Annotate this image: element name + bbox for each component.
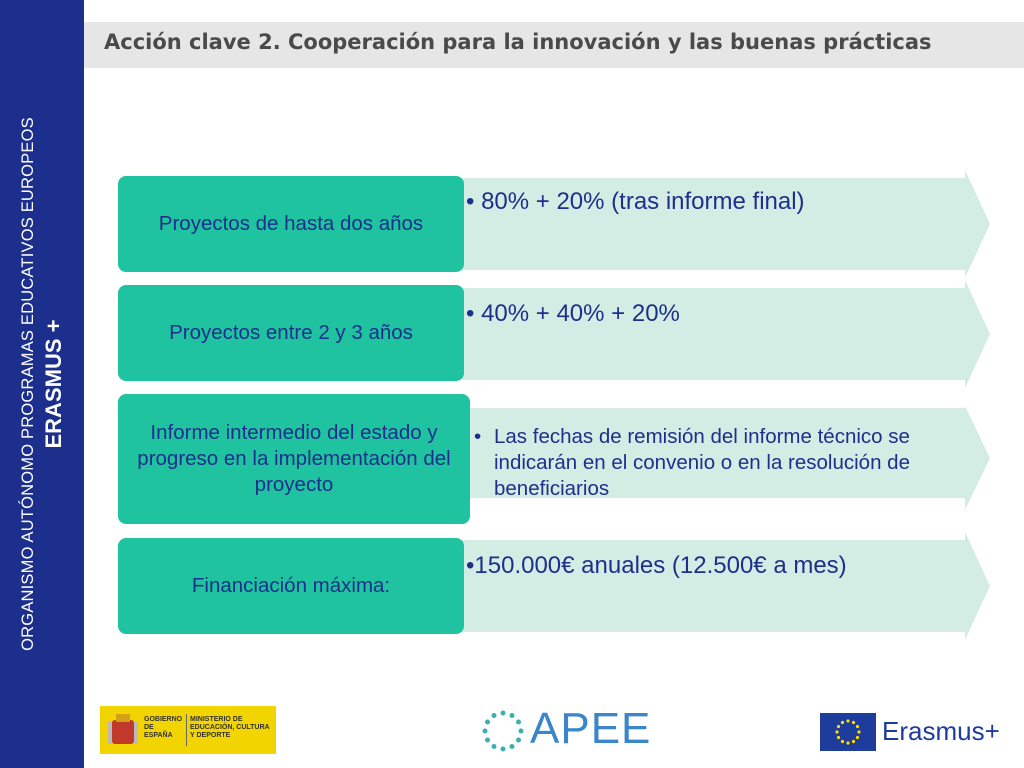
row-max-funding <box>0 532 1024 640</box>
row-interim-report <box>0 392 1024 526</box>
row-label: Informe intermedio del estado y progreso en la implementación del proyecto <box>137 421 451 496</box>
label-box-1 <box>118 176 464 272</box>
row-detail: •150.000€ anuales (12.500€ a mes) <box>466 552 847 579</box>
gobierno-text: GOBIERNO DE ESPAÑA <box>144 716 183 739</box>
row-duration-2y <box>0 170 1024 278</box>
apee-text: APEE <box>530 704 652 753</box>
row-duration-3y <box>0 280 1024 388</box>
bullet-marker: • <box>474 425 482 448</box>
row-detail: Las fechas de remisión del informe técnico se indicarán en el convenio o en la resolución de beneficiarios <box>494 425 910 500</box>
erasmus-brand-text: Erasmus+ <box>882 716 1000 746</box>
row-label: Proyectos de hasta dos años <box>158 212 424 235</box>
label-box-3 <box>118 394 470 524</box>
ministerio-text: MINISTERIO DE EDUCACIÓN, CULTURA Y DEPORTE <box>190 716 270 739</box>
crest-icon <box>106 710 140 750</box>
row-detail: • 40% + 40% + 20% <box>466 300 680 327</box>
eu-stars-icon <box>820 713 876 751</box>
gobierno-divider <box>186 714 187 746</box>
row-label: Financiación máxima: <box>191 574 391 597</box>
row-label: Proyectos entre 2 y 3 años <box>169 321 413 344</box>
label-box-4 <box>118 538 464 634</box>
sidebar-program-name: ERASMUS + <box>41 319 66 449</box>
gobierno-logo <box>100 706 276 754</box>
eu-flag-icon <box>820 713 876 751</box>
label-box-2 <box>118 285 464 381</box>
title-bar <box>84 22 1024 68</box>
page-title: Acción clave 2. Cooperación para la innovación y las buenas prácticas <box>104 30 932 54</box>
row-detail: • 80% + 20% (tras informe final) <box>466 188 805 215</box>
sidebar-org-name: ORGANISMO AUTÓNOMO PROGRAMAS EDUCATIVOS EUROPEOS <box>19 117 37 651</box>
apee-ring-icon <box>480 708 526 754</box>
